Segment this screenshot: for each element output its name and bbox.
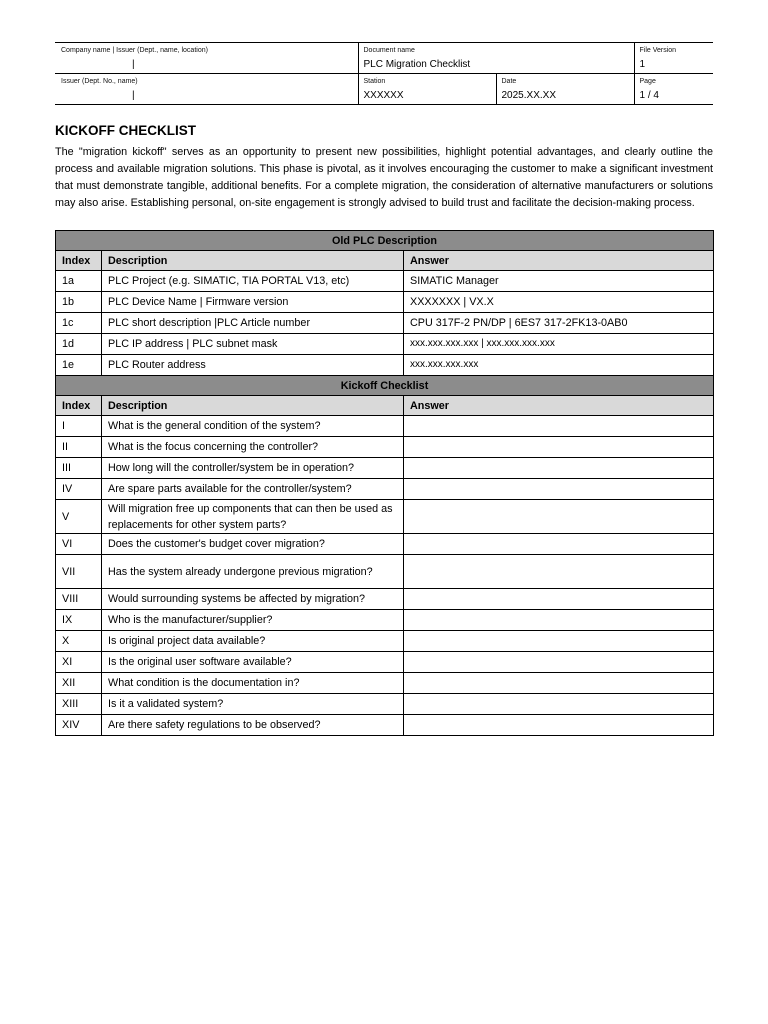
table-row	[56, 652, 714, 673]
cell-index: 1b	[56, 292, 102, 313]
cell-description: Has the system already undergone previous migration?	[102, 555, 404, 589]
column-header-description: Description	[102, 396, 404, 416]
old-plc-section-title: Old PLC Description	[56, 231, 714, 251]
table-row	[56, 437, 714, 458]
company-value: |	[132, 59, 135, 70]
cell-index: X	[56, 631, 102, 652]
date-label: Date	[501, 78, 517, 85]
cell-answer[interactable]: CPU 317F-2 PN/DP | 6ES7 317-2FK13-0AB0	[404, 313, 714, 334]
cell-index: I	[56, 416, 102, 437]
cell-index: III	[56, 458, 102, 479]
column-header-description: Description	[102, 251, 404, 271]
cell-description: Are spare parts available for the controller/system?	[102, 479, 404, 500]
document-name-cell	[358, 43, 634, 74]
cell-description: PLC short description |PLC Article number	[102, 313, 404, 334]
page-title: KICKOFF CHECKLIST	[55, 123, 196, 138]
cell-index: V	[56, 500, 102, 534]
column-header-index: Index	[56, 396, 102, 416]
table-row	[56, 694, 714, 715]
cell-index: XIII	[56, 694, 102, 715]
date-cell	[496, 74, 634, 105]
table-row	[56, 313, 714, 334]
table-row	[56, 479, 714, 500]
cell-description: Does the customer's budget cover migration?	[102, 534, 404, 555]
table-row	[56, 292, 714, 313]
cell-index: VIII	[56, 589, 102, 610]
cell-answer[interactable]	[404, 589, 714, 610]
cell-index: 1d	[56, 334, 102, 355]
cell-index: VII	[56, 555, 102, 589]
cell-answer[interactable]	[404, 416, 714, 437]
table-row	[56, 555, 714, 589]
cell-description: Who is the manufacturer/supplier?	[102, 610, 404, 631]
table-row	[56, 673, 714, 694]
cell-description: Is the original user software available?	[102, 652, 404, 673]
cell-description: Are there safety regulations to be observed?	[102, 715, 404, 736]
cell-answer[interactable]	[404, 458, 714, 479]
cell-index: XIV	[56, 715, 102, 736]
date-value: 2025.XX.XX	[501, 90, 556, 101]
cell-index: 1e	[56, 355, 102, 376]
issuer-label: Issuer (Dept. No., name)	[61, 78, 138, 85]
column-header-index: Index	[56, 251, 102, 271]
cell-answer[interactable]: xxx.xxx.xxx.xxx	[404, 355, 714, 376]
column-header-answer: Answer	[404, 251, 714, 271]
cell-answer[interactable]	[404, 715, 714, 736]
cell-description: PLC Router address	[102, 355, 404, 376]
table-row	[56, 610, 714, 631]
cell-answer[interactable]	[404, 652, 714, 673]
issuer-cell	[55, 74, 358, 105]
document-name-value: PLC Migration Checklist	[363, 59, 471, 70]
cell-answer[interactable]: XXXXXXX | VX.X	[404, 292, 714, 313]
cell-description: What is the focus concerning the controller?	[102, 437, 404, 458]
cell-description: What condition is the documentation in?	[102, 673, 404, 694]
table-row	[56, 416, 714, 437]
cell-answer[interactable]	[404, 555, 714, 589]
page-value: 1 / 4	[639, 90, 659, 101]
station-cell	[358, 74, 496, 105]
cell-answer[interactable]: xxx.xxx.xxx.xxx | xxx.xxx.xxx.xxx	[404, 334, 714, 355]
table-row	[56, 631, 714, 652]
cell-answer[interactable]	[404, 673, 714, 694]
cell-description: PLC Project (e.g. SIMATIC, TIA PORTAL V13, etc)	[102, 271, 404, 292]
column-header-answer: Answer	[404, 396, 714, 416]
cell-index: XII	[56, 673, 102, 694]
table-row	[56, 271, 714, 292]
cell-answer[interactable]	[404, 610, 714, 631]
cell-index: 1c	[56, 313, 102, 334]
cell-description: PLC Device Name | Firmware version	[102, 292, 404, 313]
cell-answer[interactable]	[404, 694, 714, 715]
cell-answer[interactable]	[404, 534, 714, 555]
cell-description: How long will the controller/system be in operation?	[102, 458, 404, 479]
cell-index: II	[56, 437, 102, 458]
station-value: XXXXXX	[363, 90, 404, 101]
cell-answer[interactable]	[404, 500, 714, 534]
cell-description: Would surrounding systems be affected by migration?	[102, 589, 404, 610]
company-label: Company name | Issuer (Dept., name, location)	[61, 47, 208, 54]
page-label: Page	[639, 78, 656, 85]
station-label: Station	[363, 78, 386, 85]
cell-answer[interactable]	[404, 631, 714, 652]
page-cell	[634, 74, 713, 105]
document-header-table	[55, 42, 713, 105]
table-row	[56, 355, 714, 376]
table-row	[56, 500, 714, 534]
file-version-value: 1	[639, 59, 646, 70]
cell-index: IX	[56, 610, 102, 631]
company-cell	[55, 43, 358, 74]
cell-description: What is the general condition of the system?	[102, 416, 404, 437]
cell-answer[interactable]	[404, 437, 714, 458]
file-version-cell	[634, 43, 713, 74]
cell-index: XI	[56, 652, 102, 673]
table-row	[56, 589, 714, 610]
cell-description: Is original project data available?	[102, 631, 404, 652]
issuer-value: |	[132, 90, 135, 101]
cell-index: 1a	[56, 271, 102, 292]
table-row	[56, 715, 714, 736]
cell-description: Is it a validated system?	[102, 694, 404, 715]
cell-description: Will migration free up components that can then be used as replacements for other system parts?	[102, 500, 404, 534]
cell-index: IV	[56, 479, 102, 500]
cell-index: VI	[56, 534, 102, 555]
cell-answer[interactable]: SIMATIC Manager	[404, 271, 714, 292]
table-row	[56, 334, 714, 355]
document-page	[55, 42, 713, 736]
checklist-table	[55, 230, 714, 736]
table-row	[56, 458, 714, 479]
table-row	[56, 534, 714, 555]
document-name-label: Document name	[363, 47, 415, 54]
cell-description: PLC IP address | PLC subnet mask	[102, 334, 404, 355]
file-version-label: File Version	[639, 47, 677, 54]
cell-answer[interactable]	[404, 479, 714, 500]
kickoff-section-title: Kickoff Checklist	[56, 376, 714, 396]
intro-paragraph: The "migration kickoff" serves as an opportunity to present new possibilities, highlight potential advantages, and clearly outline the process and available migration solutions. This phase is pivotal, as it involves encouraging the customer to make a significant investment that must demonstrate tangible, additional benefits. For a complete migration, the consideration of alternative manufacturers or solutions may also arise. Establishing personal, on-site engagement is strongly advised to build trust and facilitate the decision-making process.	[55, 146, 713, 209]
